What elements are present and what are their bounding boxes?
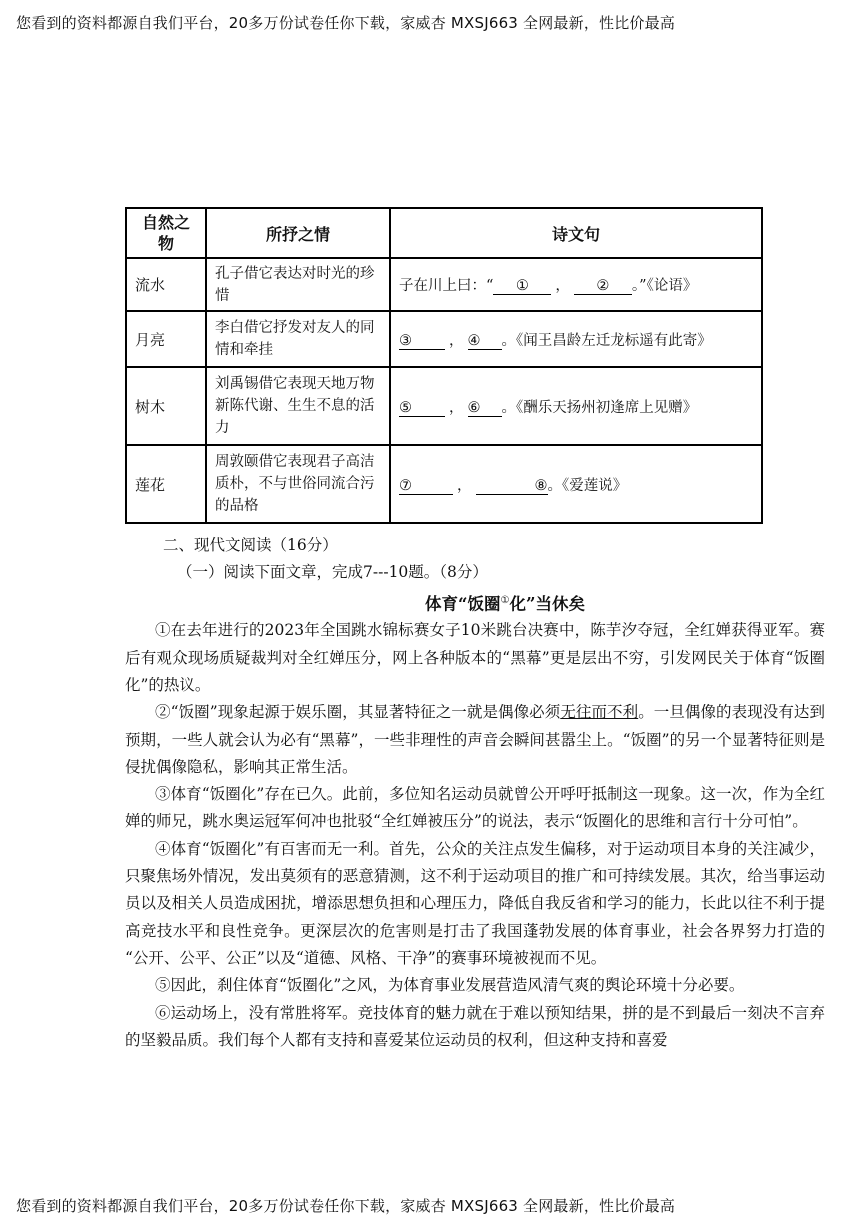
verse-prefix: 子在川上曰：“ xyxy=(399,278,494,294)
paragraph-5: ⑤因此，刹住体育“饭圈化”之风，为体育事业发展营造风清气爽的舆论环境十分必要。 xyxy=(155,976,745,995)
blank-6: ⑥ xyxy=(468,400,502,417)
article-title xyxy=(125,587,825,618)
blank-2: ② xyxy=(574,278,632,295)
section-heading: 二、现代文阅读（16分） xyxy=(163,536,338,554)
blank-3: ③ xyxy=(399,333,445,350)
table-row xyxy=(126,445,762,523)
title-post: 化”当休矣 xyxy=(509,594,585,614)
verse-suffix: 。《酬乐天扬州初逢席上见赠》 xyxy=(501,399,698,416)
nature-cell: 流水 xyxy=(126,258,206,311)
blank-1: ① xyxy=(493,278,551,295)
paragraph-3: ③体育“饭圈化”存在已久。此前，多位知名运动员就曾公开呼吁抵制这一现象。这一次，作为全红婵的师兄，跳水奥运冠军何冲也批驳“全红婵被压分”的说法，表示“饭圈化的思维和言行十分可怕”。 xyxy=(125,785,825,831)
paragraph-1: ①在去年进行的2023年全国跳水锦标赛女子10米跳台决赛中，陈芋汐夺冠，全红婵获得亚军。赛后有观众现场质疑裁判对全红婵压分，网上各种版本的“黑幕”更是层出不穷，引发网民关于体育“饭圈化”的热议。 xyxy=(125,621,825,694)
header-verse: 诗文句 xyxy=(390,208,762,258)
verse-suffix: 。《闻王昌龄左迁龙标遥有此寄》 xyxy=(501,332,712,349)
paragraph-2-part-a: ②“饭圈”现象起源于娱乐圈，其显著特征之一就是偶像必须 xyxy=(155,703,561,722)
title-pre: 体育“饭圈 xyxy=(425,594,501,614)
emotion-cell: 周敦颐借它表现君子高洁质朴，不与世俗同流合污的品格 xyxy=(206,445,390,523)
emotion-cell: 刘禹锡借它表现天地万物新陈代谢、生生不息的活力 xyxy=(206,367,390,445)
nature-cell: 莲花 xyxy=(126,445,206,523)
verse-cell: ⑦ ， ⑧。《爱莲说》 xyxy=(390,445,762,523)
underlined-phrase: 无往而不利 xyxy=(560,703,639,722)
table-row xyxy=(126,367,762,445)
paragraph-4: ④体育“饭圈化”有百害而无一利。首先，公众的关注点发生偏移，对于运动项目本身的关注减少，只聚焦场外情况，发出莫须有的恶意猜测，这不利于运动项目的推广和可持续发展。其次，给当事运动员以及相关人员造成困扰，增添思想负担和心理压力，降低自我反省和学习的能力，长此以往不利于提高竞技水平和良性竞争。更深层次的危害则是打击了我国蓬勃发展的体育事业，社会各界努力打造的 “公开、公平、公正”以及“道德、风格、干净”的赛事环境被视而不见。 xyxy=(125,839,825,967)
poem-table xyxy=(125,207,763,524)
verse-cell: 子在川上曰：“ ① ， ② 。”《论语》 xyxy=(390,258,762,311)
title-footnote-mark: ① xyxy=(500,594,510,606)
paragraph-2-part-b: 。一旦偶像的表现没有达到预期，一些人就会认为必有“黑幕”，一些非理性的声音会瞬间甚嚣尘上。“饭圈”的另一个显著特征则是侵扰偶像隐私，影响其正常生活。 xyxy=(125,703,825,776)
nature-cell: 月亮 xyxy=(126,311,206,367)
emotion-cell: 李白借它抒发对友人的同情和牵挂 xyxy=(206,311,390,367)
table-row xyxy=(126,311,762,367)
header-nature: 自然之物 xyxy=(126,208,206,258)
section-subheading: （一）阅读下面文章，完成7---10题。（8分） xyxy=(177,563,488,582)
header-emotion: 所抒之情 xyxy=(206,208,390,258)
table-header-row xyxy=(126,208,762,258)
verse-suffix: 。《爱莲说》 xyxy=(547,477,628,494)
blank-7: ⑦ xyxy=(399,478,453,495)
verse-cell: ③ ， ④ 。《闻王昌龄左迁龙标遥有此寄》 xyxy=(390,311,762,367)
emotion-cell: 孔子借它表达对时光的珍惜 xyxy=(206,258,390,311)
paragraph-6: ⑥运动场上，没有常胜将军。竞技体育的魅力就在于难以预知结果，拼的是不到最后一刻决不言弃的坚毅品质。我们每个人都有支持和喜爱某位运动员的权利，但这种支持和喜爱 xyxy=(125,1003,825,1049)
blank-8: ⑧ xyxy=(476,478,548,495)
paragraph-2 xyxy=(125,699,825,781)
verse-suffix: 。”《论语》 xyxy=(631,278,698,294)
top-banner: 您看到的资料都源自我们平台，20多万份试卷任你下载，家威杏 MXSJ663 全网最新，性比价最高 xyxy=(16,14,676,32)
table-row xyxy=(126,258,762,311)
blank-5: ⑤ xyxy=(399,400,445,417)
blank-4: ④ xyxy=(468,333,502,350)
bottom-banner: 您看到的资料都源自我们平台，20多万份试卷任你下载，家威杏 MXSJ663 全网最新，性比价最高 xyxy=(16,1197,676,1215)
nature-cell: 树木 xyxy=(126,367,206,445)
reading-section xyxy=(125,532,825,1054)
verse-cell: ⑤ ， ⑥ 。《酬乐天扬州初逢席上见赠》 xyxy=(390,367,762,445)
